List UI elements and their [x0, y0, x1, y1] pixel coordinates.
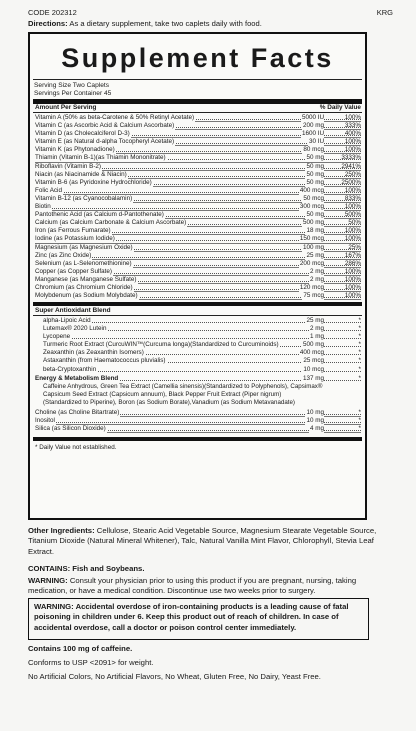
nutrient-row: [35, 276, 361, 284]
nutrient-table: [35, 114, 361, 300]
krg-mark: KRG: [376, 8, 393, 17]
nutrient-row: [35, 154, 361, 162]
ingredient-amount: 2 mg: [310, 267, 324, 275]
nutrient-row: [35, 211, 361, 219]
ingredient-name: Vitamin A (50% as beta-Carotene & 50% Retinyl Acetate): [35, 114, 195, 121]
other-nutrients-table: [35, 409, 361, 433]
caffeine-statement: Contains 100 mg of caffeine.: [28, 644, 133, 653]
ingredient-daily-value: 500%: [344, 211, 361, 219]
servings-per-container: Servings Per Container 45: [34, 90, 112, 97]
ingredient-amount: 30 IU: [308, 138, 324, 146]
ingredient-name: Iron (as Ferrous Fumarate): [35, 227, 111, 235]
nutrient-row: [35, 284, 361, 292]
ingredient-amount: 10 mg: [306, 409, 324, 416]
antioxidant-table: [43, 317, 361, 374]
thick-rule-bottom: [33, 437, 362, 441]
ingredient-daily-value: 50%: [348, 219, 361, 227]
ingredient-daily-value: 100%: [344, 186, 361, 194]
ingredient-name: Iodine (as Potassium Iodide): [35, 235, 115, 243]
nutrient-row: [35, 122, 361, 130]
ingredient-name: Silica (as Silicon Dioxide): [35, 425, 106, 433]
ingredient-daily-value: 100%: [344, 146, 361, 154]
ingredient-amount: 75 mcg: [303, 292, 324, 300]
nutrient-row: [35, 146, 361, 154]
ingredient-amount: 25 mcg: [303, 357, 324, 365]
ingredient-name: Vitamin E (as Natural d-alpha Tocopheryl Acetate): [35, 138, 175, 146]
ingredient-amount: 200 mcg: [299, 259, 324, 267]
nutrient-row: [35, 171, 361, 179]
nutrient-row: [35, 292, 361, 300]
other-ingredients: [28, 526, 390, 557]
ingredient-name: Choline (as Choline Bitartrate): [35, 409, 120, 416]
nutrient-row: [35, 235, 361, 243]
ingredient-amount: 50 mg: [306, 178, 324, 186]
ingredient-amount: 2 mg: [310, 275, 324, 283]
ingredient-name: Riboflavin (Vitamin B-2): [35, 162, 102, 170]
ingredient-amount: 300 mcg: [299, 203, 324, 211]
nutrient-row: [35, 179, 361, 187]
ingredient-daily-value: 286%: [344, 259, 361, 267]
allergen-statement: CONTAINS: Fish and Soybeans.: [28, 564, 145, 573]
ingredient-name: Inositol: [35, 417, 55, 425]
antioxidant-row: [43, 357, 361, 365]
ingredient-amount: 80 mcg: [303, 146, 324, 154]
ingredient-amount: 1 mg: [310, 333, 324, 341]
ingredient-name: Niacin (as Niacinamide & Niacin): [35, 170, 127, 178]
ingredient-daily-value: *: [358, 357, 361, 365]
antioxidant-row: [43, 325, 361, 333]
antioxidant-blend-title: Super Antioxidant Blend: [35, 307, 111, 314]
antioxidant-row: [43, 349, 361, 357]
ingredient-daily-value: *: [358, 341, 361, 349]
ingredient-daily-value: 167%: [344, 251, 361, 259]
energy-blend-line-3: (Standardized to Piperine), Boron (as Sodium Borate),Vanadium (as Sodium Metavanadate): [43, 399, 295, 406]
ingredient-daily-value: *: [358, 333, 361, 341]
ingredient-daily-value: 100%: [344, 292, 361, 300]
ingredient-name: Vitamin C (as Ascorbic Acid & Calcium Ascorbate): [35, 122, 175, 130]
ingredient-name: Vitamin B-6 (as Pyridoxine Hydrochloride): [35, 178, 152, 186]
ingredient-amount: 25 mg: [306, 251, 324, 259]
other-ingredients-text: Cellulose, Stearic Acid Vegetable Source, Magnesium Stearate Vegetable Source, Titanium Dioxide (Natural Mineral Whitener), Talc, Natural Vanilla Mint Flavor, Chlorophyll, Stevia Leaf Extract.: [28, 526, 377, 556]
ingredient-daily-value: 25%: [348, 243, 361, 251]
energy-blend-line-2: Capsicum Seed Extract (Capsicum annuum), Black Pepper Fruit Extract (Piper nigrum): [43, 391, 282, 398]
ingredient-amount: 100 mg: [302, 243, 324, 251]
nutrient-row: [35, 130, 361, 138]
ingredient-name: Zeaxanthin (as Zeaxanthin Isomers): [43, 349, 144, 357]
ingredient-daily-value: 100%: [344, 138, 361, 146]
usp-statement: Conforms to USP <2091> for weight.: [28, 658, 154, 667]
thick-rule-middle: [33, 302, 362, 306]
ingredient-amount: 120 mcg: [299, 283, 324, 291]
nutrient-row: [35, 138, 361, 146]
ingredient-daily-value: 2500%: [341, 178, 361, 186]
ingredient-name: Vitamin K (as Phytonadione): [35, 146, 115, 154]
energy-blend-amount: 137 mg: [302, 375, 324, 382]
nutrient-row: [35, 227, 361, 235]
product-code: CODE 202312: [28, 8, 77, 17]
ingredient-amount: 500 mg: [302, 219, 324, 227]
ingredient-daily-value: 400%: [344, 130, 361, 138]
ingredient-daily-value: 333%: [344, 122, 361, 130]
supplement-facts-panel: [28, 32, 367, 520]
ingredient-name: Manganese (as Manganese Sulfate): [35, 275, 137, 283]
ingredient-amount: 400 mcg: [299, 349, 324, 357]
other-nutrient-row: [35, 417, 361, 425]
energy-blend: [35, 375, 361, 406]
other-ingredients-label: Other Ingredients:: [28, 526, 95, 535]
nutrient-row: [35, 187, 361, 195]
ingredient-name: Selenium (as L-Selenomethionine): [35, 259, 132, 267]
nutrient-row: [35, 203, 361, 211]
ingredient-daily-value: 833%: [344, 194, 361, 202]
ingredient-amount: 50 mcg: [303, 194, 324, 202]
ingredient-amount: 500 mg: [302, 341, 324, 349]
ingredient-amount: 1600 IU: [301, 130, 324, 138]
directions: [28, 19, 398, 29]
ingredient-daily-value: *: [358, 409, 361, 416]
warning-text: Consult your physician prior to using this product if you are pregnant, nursing, taking medication, or have a medical condition. Discontinue use two weeks prior to surgery.: [28, 576, 357, 596]
nutrient-row: [35, 252, 361, 260]
energy-blend-dv: *: [358, 375, 361, 382]
directions-label: Directions:: [28, 19, 68, 28]
other-nutrient-row: [35, 425, 361, 433]
nutrient-row: [35, 195, 361, 203]
ingredient-name: Turmeric Root Extract (CurcuWIN™(Curcuma longa)(Standardized to Curcuminoids): [43, 341, 279, 349]
ingredient-name: Calcium (as Calcium Carbonate & Calcium Ascorbate): [35, 219, 187, 227]
ingredient-daily-value: 2941%: [341, 162, 361, 170]
ingredient-daily-value: *: [358, 365, 361, 373]
energy-blend-line-1: Caffeine Anhydrous, Green Tea Extract (Camellia sinensis)(Standardized to Polyphenols), Capsimax®: [43, 383, 323, 390]
free-from-statement: No Artificial Colors, No Artificial Flavors, No Wheat, Gluten Free, No Dairy, Yeast Free.: [28, 672, 321, 681]
general-warning: [28, 576, 390, 597]
ingredient-name: Magnesium (as Magnesium Oxide): [35, 243, 133, 251]
ingredient-name: Copper (as Copper Sulfate): [35, 267, 113, 275]
ingredient-daily-value: 100%: [344, 227, 361, 235]
ingredient-name: Molybdenum (as Sodium Molybdate): [35, 292, 138, 300]
ingredient-daily-value: 3333%: [341, 154, 361, 162]
ingredient-daily-value: *: [358, 325, 361, 333]
ingredient-daily-value: 100%: [344, 283, 361, 291]
antioxidant-row: [43, 366, 361, 374]
antioxidant-row: [43, 317, 361, 325]
ingredient-amount: 50 mg: [306, 162, 324, 170]
nutrient-row: [35, 114, 361, 122]
panel-title: Supplement Facts: [61, 43, 334, 73]
antioxidant-rule: [33, 315, 362, 316]
nutrient-row: [35, 260, 361, 268]
directions-text: As a dietary supplement, take two caplets daily with food.: [69, 19, 262, 28]
ingredient-amount: 400 mcg: [299, 186, 324, 194]
daily-value-footnote: * Daily Value not established.: [35, 444, 117, 451]
amount-per-serving-label: Amount Per Serving: [35, 104, 97, 111]
ingredient-name: Zinc (as Zinc Oxide): [35, 251, 92, 259]
ingredient-name: Thiamin (Vitamin B-1)(as Thiamin Mononitrate): [35, 154, 166, 162]
ingredient-name: Vitamin D (as Cholecalciferol D-3): [35, 130, 130, 138]
energy-blend-title: Energy & Metabolism Blend: [35, 375, 119, 382]
other-nutrient-row: [35, 409, 361, 417]
ingredient-amount: 150 mcg: [299, 235, 324, 243]
ingredient-daily-value: *: [358, 317, 361, 324]
ingredient-amount: 50 mg: [306, 154, 324, 162]
ingredient-name: Biotin: [35, 203, 51, 211]
ingredient-name: alpha-Lipoic Acid: [43, 317, 91, 324]
ingredient-amount: 4 mg: [310, 425, 324, 433]
ingredient-amount: 10 mg: [306, 417, 324, 425]
ingredient-name: Astaxanthin (from Haematococcus pluvialis): [43, 357, 166, 365]
nutrient-row: [35, 163, 361, 171]
ingredient-daily-value: *: [358, 425, 361, 433]
ingredient-daily-value: 100%: [344, 114, 361, 121]
ingredient-amount: 25 mg: [306, 317, 324, 324]
warning-label: WARNING:: [28, 576, 68, 585]
serving-size: Serving Size Two Caplets: [34, 82, 110, 89]
ingredient-amount: 2 mg: [310, 325, 324, 333]
iron-warning-box: WARNING: Accidental overdose of iron-containing products is a leading cause of fatal poisoning in children under 6. Keep this product out of reach of children. In case of accidental overdose, call a doctor or poison control center immediately.: [28, 598, 369, 640]
nutrient-row: [35, 244, 361, 252]
ingredient-amount: 200 mg: [302, 122, 324, 130]
ingredient-daily-value: 100%: [344, 203, 361, 211]
ingredient-name: beta-Cryptoxanthin: [43, 365, 97, 373]
nutrient-row: [35, 219, 361, 227]
antioxidant-row: [43, 341, 361, 349]
ingredient-name: Chromium (as Chromium Chloride): [35, 283, 133, 291]
code-line: [28, 8, 393, 18]
ingredient-amount: 18 mg: [306, 227, 324, 235]
daily-value-label: % Daily Value: [319, 104, 361, 111]
energy-blend-row: [35, 375, 361, 383]
ingredient-daily-value: *: [358, 417, 361, 425]
ingredient-amount: 10 mcg: [303, 365, 324, 373]
ingredient-amount: 50 mg: [306, 170, 324, 178]
ingredient-name: Pantothenic Acid (as Calcium d-Pantothenate): [35, 211, 164, 219]
header-rule: [33, 112, 362, 113]
ingredient-amount: 5000 IU: [301, 114, 324, 121]
title-rule: [33, 79, 362, 80]
ingredient-amount: 50 mg: [306, 211, 324, 219]
ingredient-name: Vitamin B-12 (as Cyanocobalamin): [35, 194, 133, 202]
ingredient-daily-value: 100%: [344, 275, 361, 283]
ingredient-name: Folic Acid: [35, 186, 62, 194]
ingredient-name: Lycopene: [43, 333, 71, 341]
column-header: [35, 104, 361, 112]
ingredient-daily-value: 250%: [344, 170, 361, 178]
nutrient-row: [35, 268, 361, 276]
ingredient-daily-value: *: [358, 349, 361, 357]
ingredient-daily-value: 100%: [344, 267, 361, 275]
antioxidant-row: [43, 333, 361, 341]
ingredient-daily-value: 100%: [344, 235, 361, 243]
ingredient-name: Lutemax® 2020 Lutein: [43, 325, 107, 333]
